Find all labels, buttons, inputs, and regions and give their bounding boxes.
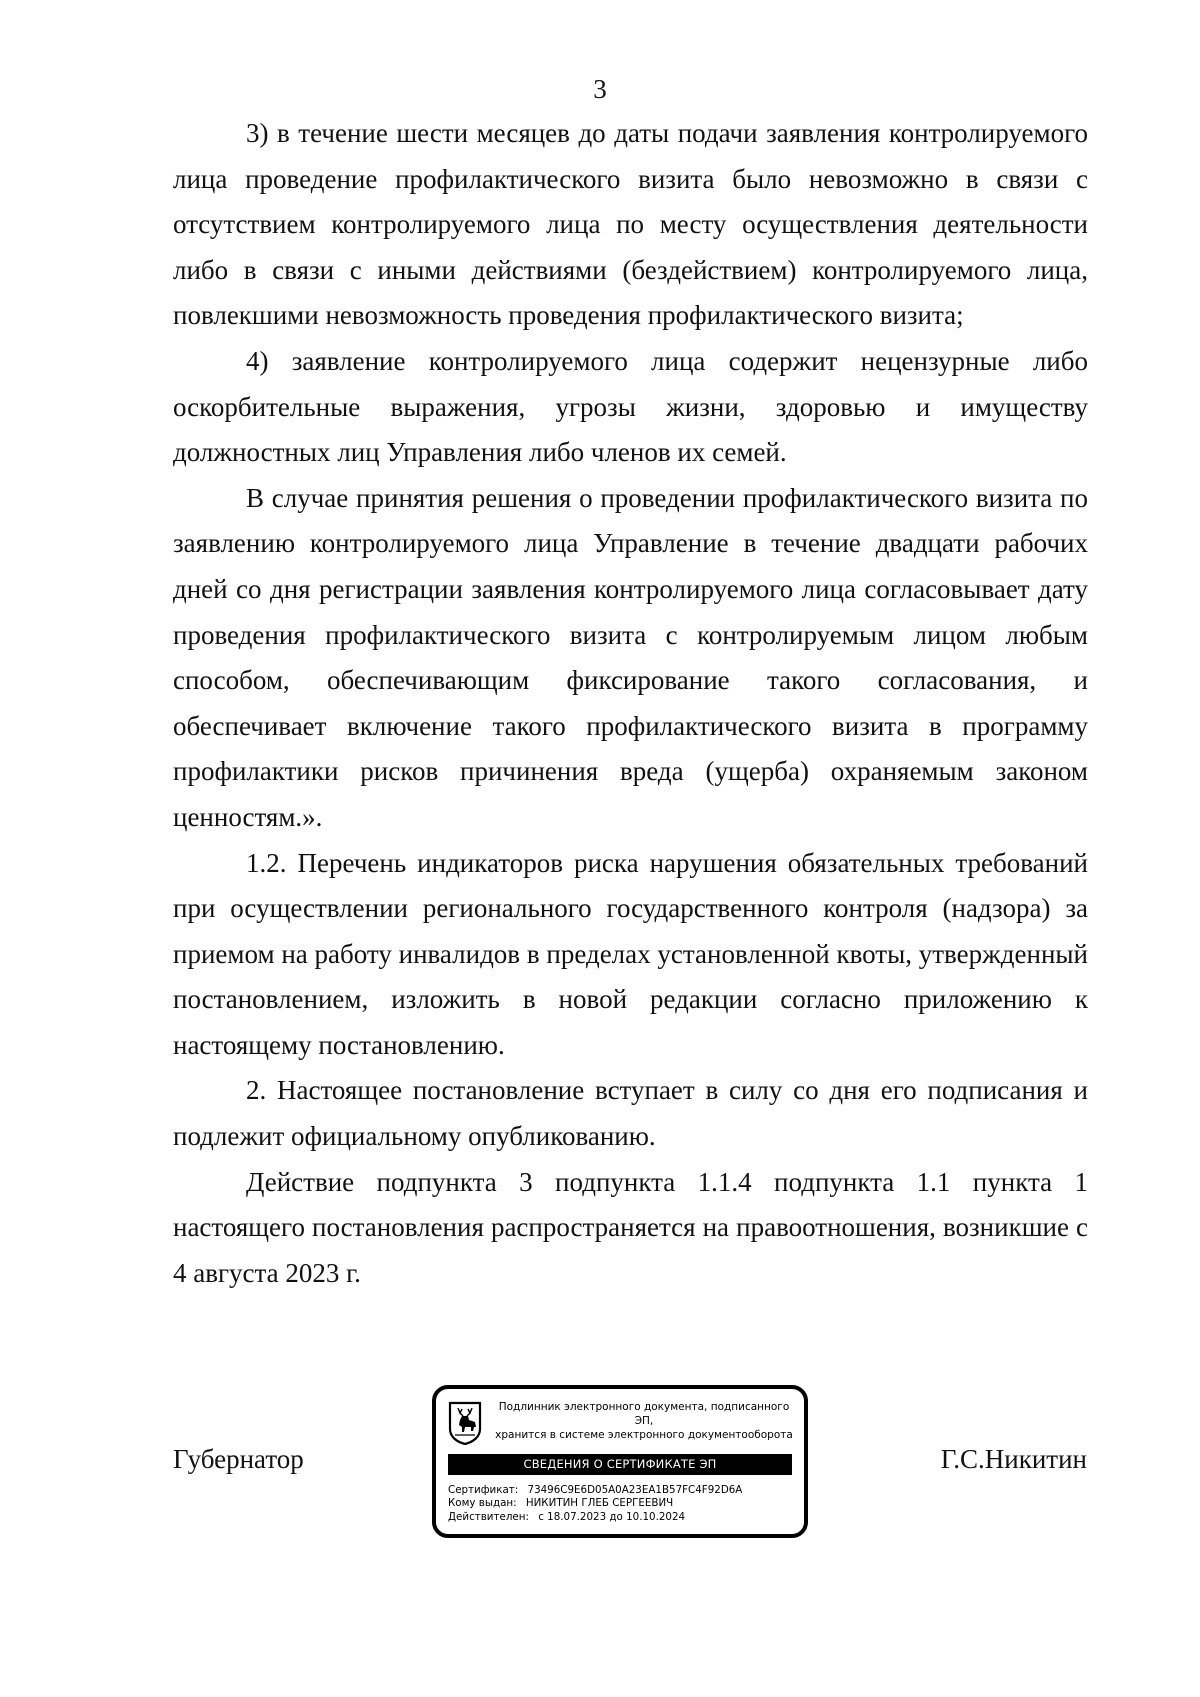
signer-name: Г.С.Никитин [940, 1444, 1087, 1474]
certificate-value: 73496C9E6D05A0A23EA1B57FC4F92D6A [527, 1484, 743, 1496]
valid-label: Действителен: [448, 1510, 529, 1523]
valid-value: с 18.07.2023 до 10.10.2024 [538, 1510, 686, 1523]
certificate-line [448, 1484, 742, 1497]
e-signature-stamp [432, 1385, 808, 1538]
issued-to-label: Кому выдан: [448, 1497, 517, 1510]
document-body [173, 111, 1088, 1296]
certificate-label: Сертификат: [448, 1484, 519, 1496]
issued-to-line [448, 1497, 742, 1510]
stamp-header-line: Подлинник электронного документа, подписанного ЭП, [498, 1401, 790, 1427]
paragraph-1-2: 1.2. Перечень индикаторов риска нарушения обязательных требований при осуществлении регионального государственного контроля (надзора) за приемом на работу инвалидов в пределах установленной квоты, утвержденный постановлением, изложить в новой редакции согласно приложению к настоящему постановлению. [173, 847, 1088, 1060]
paragraph-effect: Действие подпункта 3 подпункта 1.1.4 подпункта 1.1 пункта 1 настоящего постановления распространяется на правоотношения, возникшие с 4 августа 2023 г. [173, 1166, 1088, 1288]
stamp-header [488, 1400, 800, 1442]
certificate-details [448, 1484, 742, 1524]
paragraph-item-4: 4) заявление контролируемого лица содержит нецензурные либо оскорбительные выражения, угрозы жизни, здоровью и имуществу должностных лиц Управления либо членов их семей. [173, 345, 1088, 468]
valid-line [448, 1511, 742, 1524]
paragraph-visit-agreement: В случае принятия решения о проведении профилактического визита по заявлению контролируемого лица Управление в течение двадцати рабочих дней со дня регистрации заявления контролируемого лица согласовывает дату проведения профилактического визита с контролируемым лицом любым способом, обеспечивающим фиксирование такого согласования, и обеспечивает включение такого профилактического визита в программу профилактики рисков причинения вреда (ущерба) охраняемым законом ценностям.». [173, 482, 1088, 832]
certificate-info-bar: СВЕДЕНИЯ О СЕРТИФИКАТЕ ЭП [448, 1454, 792, 1475]
signer-position: Губернатор [173, 1444, 304, 1474]
stamp-header-line: хранится в системе электронного документооборота [495, 1429, 793, 1441]
page-number: 3 [593, 74, 607, 104]
paragraph-item-3: 3) в течение шести месяцев до даты подачи заявления контролируемого лица проведение профилактического визита было невозможно в связи с отсутствием контролируемого лица по месту осуществления деятельности либо в связи с иными действиями (бездействием) контролируемого лица, повлекшими невозможность проведения профилактического визита; [173, 118, 1088, 331]
deer-emblem-icon [447, 1401, 483, 1445]
paragraph-2: 2. Настоящее постановление вступает в силу со дня его подписания и подлежит официальному опубликованию. [173, 1075, 1088, 1152]
issued-to-value: НИКИТИН ГЛЕБ СЕРГЕЕВИЧ [525, 1497, 674, 1510]
